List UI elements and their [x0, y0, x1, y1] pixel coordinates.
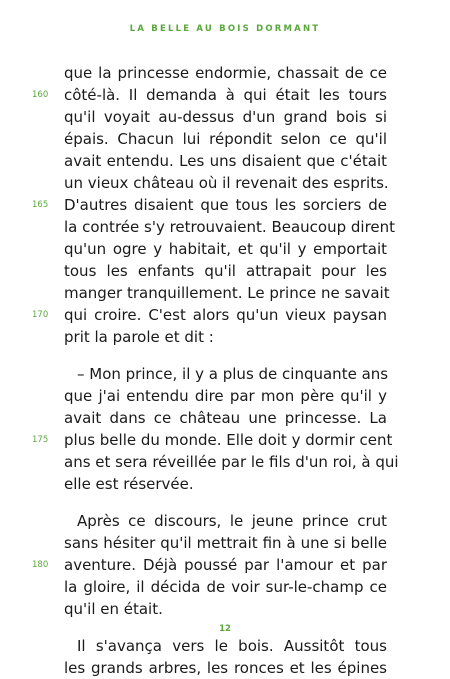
line-text: la gloire, il décida de voir sur-le-champ ce [64, 578, 387, 596]
line-text: qu'il voyait au-dessus d'un grand bois si [64, 108, 387, 126]
line-text: avait entendu. Les uns disaient que c'était [64, 152, 387, 170]
line-text: un vieux château où il revenait des esprits. [64, 174, 389, 192]
text-line [64, 282, 390, 304]
line-text: qu'un ogre y habitait, et qu'il y emportait [64, 240, 387, 258]
text-line [64, 385, 387, 407]
line-text: qui croire. C'est alors qu'un vieux paysan [64, 306, 387, 324]
text-line [64, 62, 387, 84]
text-line [64, 451, 399, 473]
line-text: aventure. Déjà poussé par l'amour et par [64, 556, 387, 574]
text-line [64, 260, 387, 282]
line-text: que la princesse endormie, chassait de ce [64, 64, 387, 82]
line-text: la contrée s'y retrouvaient. Beaucoup dirent [64, 218, 396, 236]
line-text: D'autres disaient que tous les sorciers de [64, 196, 387, 214]
line-text: avait dans ce château une princesse. La [64, 409, 387, 427]
line-text: – Mon prince, il y a plus de cinquante ans [77, 365, 389, 383]
text-line [64, 473, 387, 495]
paragraph-gap [64, 348, 387, 363]
text-line [32, 554, 387, 576]
line-text: manger tranquillement. Le prince ne savait [64, 284, 390, 302]
text-line [32, 194, 387, 216]
text-line [64, 238, 387, 260]
line-number: 170 [32, 310, 49, 320]
text-line [64, 407, 387, 429]
line-number: 165 [32, 200, 49, 210]
paragraph-gap [64, 495, 387, 510]
text-line [64, 363, 387, 385]
line-text: elle est réservée. [64, 475, 194, 493]
line-text: ans et sera réveillée par le fils d'un roi, à qui [64, 453, 399, 471]
line-text: tous les enfants qu'il attrapait pour les [64, 262, 387, 280]
line-text: les grands arbres, les ronces et les épines [64, 659, 387, 677]
text-line [64, 172, 387, 194]
line-number: 160 [32, 90, 49, 100]
line-text: prit la parole et dit : [64, 328, 214, 346]
page-number: 12 [219, 624, 231, 634]
text-line [32, 304, 387, 326]
text-line [64, 326, 387, 348]
line-text: plus belle du monde. Elle doit y dormir cent [64, 431, 393, 449]
line-text: côté-là. Il demanda à qui était les tours [64, 86, 387, 104]
line-text: épais. Chacun lui répondit selon ce qu'il [64, 130, 387, 148]
text-line [32, 84, 387, 106]
text-line [64, 106, 387, 128]
line-number: 175 [32, 435, 49, 445]
text-line [64, 150, 387, 172]
line-text: Après ce discours, le jeune prince crut [77, 512, 387, 530]
body-text [32, 62, 399, 679]
text-line [64, 532, 387, 554]
text-line [64, 510, 387, 532]
text-line [64, 635, 387, 657]
running-head: LA BELLE AU BOIS DORMANT [129, 24, 321, 34]
line-text: Il s'avança vers le bois. Aussitôt tous [77, 637, 387, 655]
line-text: que j'ai entendu dire par mon père qu'il y [64, 387, 387, 405]
line-text: sans hésiter qu'il mettrait fin à une si belle [64, 534, 387, 552]
text-line [64, 576, 387, 598]
text-line [64, 657, 387, 679]
line-text: qu'il en était. [64, 600, 163, 618]
text-line [64, 216, 396, 238]
line-number: 180 [32, 560, 49, 570]
text-line [32, 429, 393, 451]
text-line [64, 598, 387, 620]
text-line [64, 128, 387, 150]
